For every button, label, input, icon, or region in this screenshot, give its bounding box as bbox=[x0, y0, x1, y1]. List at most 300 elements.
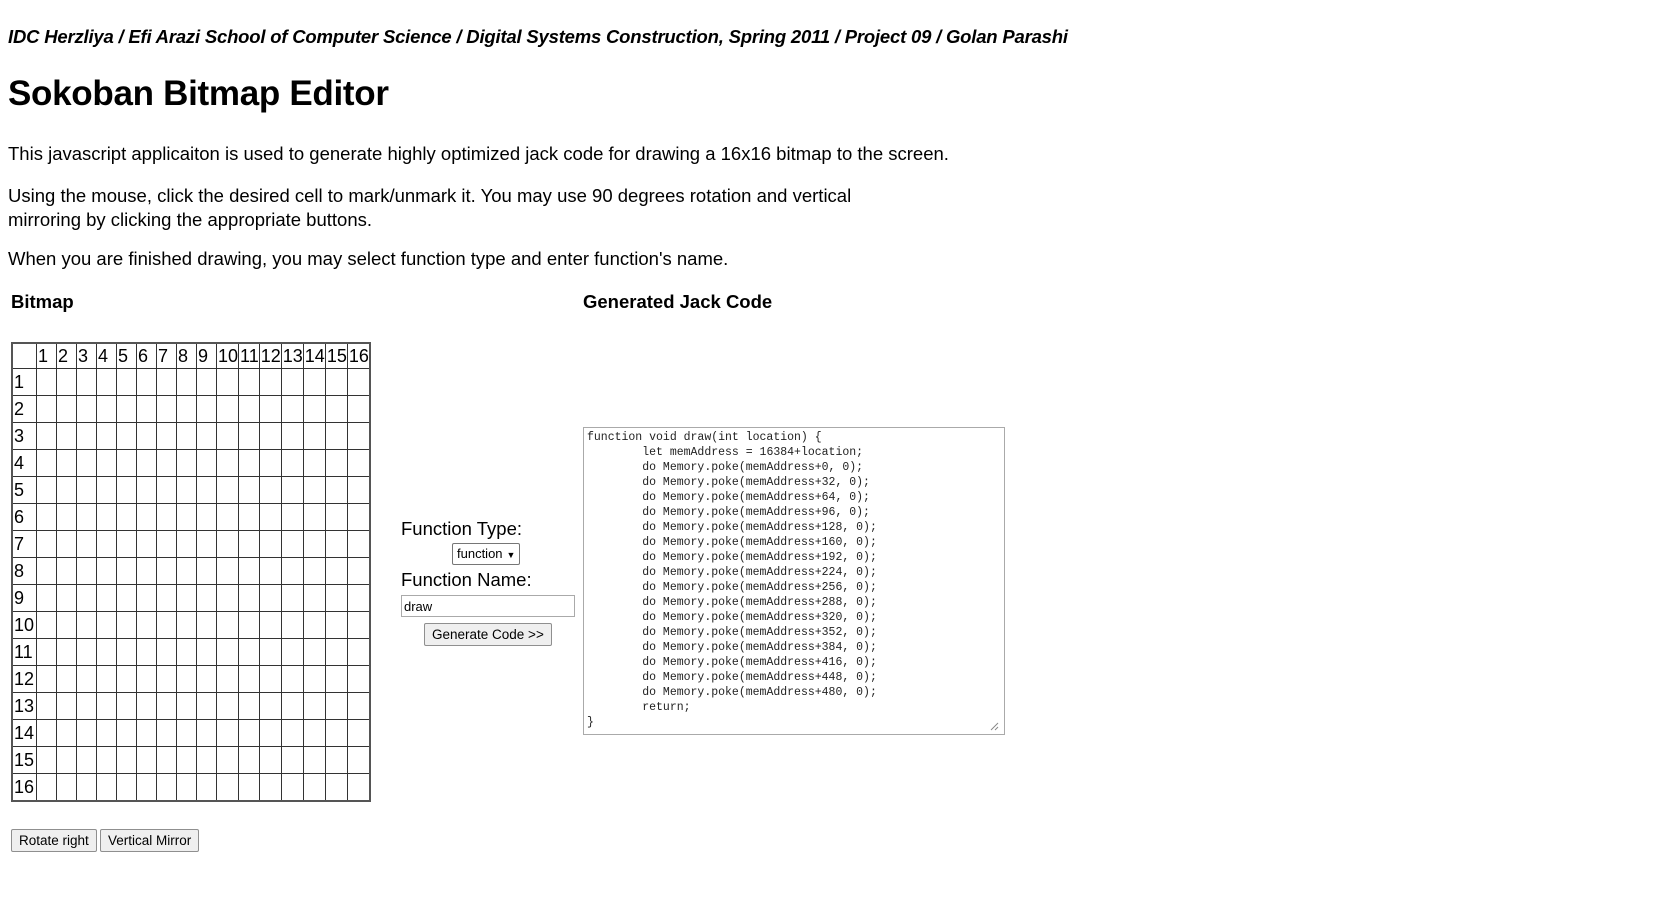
bitmap-cell[interactable] bbox=[157, 531, 177, 558]
bitmap-cell[interactable] bbox=[217, 720, 239, 747]
bitmap-cell[interactable] bbox=[217, 774, 239, 802]
bitmap-row-header: 7 bbox=[12, 531, 37, 558]
bitmap-cell[interactable] bbox=[239, 369, 260, 396]
bitmap-cell[interactable] bbox=[97, 774, 117, 802]
bitmap-cell[interactable] bbox=[77, 720, 97, 747]
bitmap-cell[interactable] bbox=[177, 720, 197, 747]
bitmap-cell[interactable] bbox=[239, 558, 260, 585]
bitmap-row bbox=[12, 585, 370, 612]
bitmap-cell[interactable] bbox=[77, 693, 97, 720]
bitmap-cell[interactable] bbox=[177, 477, 197, 504]
bitmap-row-header: 2 bbox=[12, 396, 37, 423]
bitmap-cell[interactable] bbox=[197, 666, 217, 693]
bitmap-cell[interactable] bbox=[347, 450, 370, 477]
bitmap-cell[interactable] bbox=[281, 720, 303, 747]
bitmap-row bbox=[12, 720, 370, 747]
bitmap-column-header: 4 bbox=[97, 343, 117, 369]
bitmap-cell[interactable] bbox=[137, 693, 157, 720]
bitmap-column-header: 8 bbox=[177, 343, 197, 369]
bitmap-cell[interactable] bbox=[281, 585, 303, 612]
bitmap-section-title: Bitmap bbox=[11, 291, 74, 312]
bitmap-cell[interactable] bbox=[37, 423, 57, 450]
bitmap-cell[interactable] bbox=[157, 639, 177, 666]
bitmap-row-header: 10 bbox=[12, 612, 37, 639]
bitmap-row-header: 1 bbox=[12, 369, 37, 396]
bitmap-cell[interactable] bbox=[217, 666, 239, 693]
bitmap-cell[interactable] bbox=[347, 774, 370, 802]
bitmap-cell[interactable] bbox=[77, 666, 97, 693]
bitmap-cell[interactable] bbox=[37, 666, 57, 693]
bitmap-cell[interactable] bbox=[217, 531, 239, 558]
bitmap-cell[interactable] bbox=[217, 396, 239, 423]
bitmap-cell[interactable] bbox=[217, 693, 239, 720]
bitmap-cell[interactable] bbox=[57, 720, 77, 747]
bitmap-row bbox=[12, 693, 370, 720]
bitmap-cell[interactable] bbox=[259, 369, 281, 396]
bitmap-cell[interactable] bbox=[157, 423, 177, 450]
bitmap-cell[interactable] bbox=[197, 396, 217, 423]
vertical-mirror-button[interactable]: Vertical Mirror bbox=[100, 829, 199, 852]
bitmap-cell[interactable] bbox=[281, 450, 303, 477]
bitmap-cell[interactable] bbox=[239, 531, 260, 558]
bitmap-cell[interactable] bbox=[347, 639, 370, 666]
bitmap-cell[interactable] bbox=[259, 423, 281, 450]
bitmap-cell[interactable] bbox=[303, 612, 325, 639]
bitmap-cell[interactable] bbox=[239, 774, 260, 802]
bitmap-cell[interactable] bbox=[177, 774, 197, 802]
bitmap-cell[interactable] bbox=[77, 774, 97, 802]
bitmap-cell[interactable] bbox=[259, 477, 281, 504]
bitmap-cell[interactable] bbox=[177, 558, 197, 585]
bitmap-cell[interactable] bbox=[347, 531, 370, 558]
bitmap-cell[interactable] bbox=[177, 531, 197, 558]
bitmap-cell[interactable] bbox=[77, 612, 97, 639]
bitmap-cell[interactable] bbox=[37, 612, 57, 639]
bitmap-row bbox=[12, 504, 370, 531]
bitmap-cell[interactable] bbox=[325, 612, 347, 639]
bitmap-cell[interactable] bbox=[97, 450, 117, 477]
function-type-select[interactable] bbox=[452, 543, 520, 565]
bitmap-cell[interactable] bbox=[157, 666, 177, 693]
bitmap-cell[interactable] bbox=[137, 450, 157, 477]
bitmap-cell[interactable] bbox=[97, 612, 117, 639]
bitmap-cell[interactable] bbox=[325, 423, 347, 450]
bitmap-cell[interactable] bbox=[303, 477, 325, 504]
bitmap-cell[interactable] bbox=[177, 585, 197, 612]
bitmap-cell[interactable] bbox=[325, 369, 347, 396]
bitmap-cell[interactable] bbox=[325, 666, 347, 693]
bitmap-cell[interactable] bbox=[157, 720, 177, 747]
bitmap-cell[interactable] bbox=[117, 774, 137, 802]
bitmap-column-header: 14 bbox=[303, 343, 325, 369]
bitmap-cell[interactable] bbox=[97, 720, 117, 747]
bitmap-cell[interactable] bbox=[197, 747, 217, 774]
bitmap-cell[interactable] bbox=[325, 747, 347, 774]
intro-paragraph: This javascript applicaiton is used to generate highly optimized jack code for drawing a 16x16 bitmap to the screen. bbox=[8, 143, 949, 164]
bitmap-cell[interactable] bbox=[177, 666, 197, 693]
bitmap-cell[interactable] bbox=[303, 504, 325, 531]
bitmap-cell[interactable] bbox=[303, 747, 325, 774]
bitmap-cell[interactable] bbox=[57, 693, 77, 720]
bitmap-cell[interactable] bbox=[137, 504, 157, 531]
bitmap-cell[interactable] bbox=[117, 666, 137, 693]
bitmap-cell[interactable] bbox=[217, 450, 239, 477]
bitmap-cell[interactable] bbox=[37, 747, 57, 774]
bitmap-cell[interactable] bbox=[57, 558, 77, 585]
bitmap-cell[interactable] bbox=[347, 747, 370, 774]
bitmap-cell[interactable] bbox=[259, 396, 281, 423]
bitmap-cell[interactable] bbox=[37, 477, 57, 504]
bitmap-row bbox=[12, 612, 370, 639]
bitmap-cell[interactable] bbox=[137, 666, 157, 693]
bitmap-cell[interactable] bbox=[157, 774, 177, 802]
bitmap-cell[interactable] bbox=[57, 585, 77, 612]
bitmap-cell[interactable] bbox=[303, 639, 325, 666]
bitmap-cell[interactable] bbox=[117, 477, 137, 504]
bitmap-row-header: 13 bbox=[12, 693, 37, 720]
bitmap-cell[interactable] bbox=[97, 558, 117, 585]
bitmap-cell[interactable] bbox=[197, 720, 217, 747]
bitmap-cell[interactable] bbox=[303, 774, 325, 802]
bitmap-cell[interactable] bbox=[281, 504, 303, 531]
bitmap-cell[interactable] bbox=[157, 504, 177, 531]
bitmap-cell[interactable] bbox=[137, 585, 157, 612]
bitmap-cell[interactable] bbox=[117, 423, 137, 450]
bitmap-cell[interactable] bbox=[239, 666, 260, 693]
bitmap-cell[interactable] bbox=[197, 774, 217, 802]
bitmap-cell[interactable] bbox=[37, 720, 57, 747]
bitmap-cell[interactable] bbox=[77, 477, 97, 504]
bitmap-cell[interactable] bbox=[281, 369, 303, 396]
bitmap-cell[interactable] bbox=[197, 585, 217, 612]
bitmap-cell[interactable] bbox=[347, 396, 370, 423]
bitmap-cell[interactable] bbox=[197, 558, 217, 585]
bitmap-cell[interactable] bbox=[281, 693, 303, 720]
bitmap-cell[interactable] bbox=[197, 369, 217, 396]
bitmap-cell[interactable] bbox=[217, 369, 239, 396]
bitmap-cell[interactable] bbox=[157, 477, 177, 504]
bitmap-cell[interactable] bbox=[137, 423, 157, 450]
bitmap-cell[interactable] bbox=[137, 558, 157, 585]
bitmap-cell[interactable] bbox=[97, 639, 117, 666]
bitmap-cell[interactable] bbox=[197, 477, 217, 504]
bitmap-cell[interactable] bbox=[37, 585, 57, 612]
bitmap-cell[interactable] bbox=[157, 369, 177, 396]
bitmap-cell[interactable] bbox=[97, 666, 117, 693]
bitmap-cell[interactable] bbox=[57, 747, 77, 774]
bitmap-cell[interactable] bbox=[281, 423, 303, 450]
bitmap-cell[interactable] bbox=[347, 369, 370, 396]
bitmap-row-header: 8 bbox=[12, 558, 37, 585]
bitmap-cell[interactable] bbox=[281, 396, 303, 423]
bitmap-cell[interactable] bbox=[117, 396, 137, 423]
bitmap-cell[interactable] bbox=[259, 774, 281, 802]
bitmap-cell[interactable] bbox=[117, 558, 137, 585]
bitmap-cell[interactable] bbox=[239, 747, 260, 774]
bitmap-cell[interactable] bbox=[239, 693, 260, 720]
bitmap-cell[interactable] bbox=[347, 558, 370, 585]
bitmap-cell[interactable] bbox=[303, 369, 325, 396]
bitmap-cell[interactable] bbox=[117, 639, 137, 666]
bitmap-column-header: 3 bbox=[77, 343, 97, 369]
bitmap-cell[interactable] bbox=[259, 693, 281, 720]
bitmap-cell[interactable] bbox=[37, 504, 57, 531]
bitmap-cell[interactable] bbox=[347, 423, 370, 450]
bitmap-row bbox=[12, 423, 370, 450]
bitmap-cell[interactable] bbox=[57, 450, 77, 477]
bitmap-cell[interactable] bbox=[177, 369, 197, 396]
bitmap-cell[interactable] bbox=[259, 558, 281, 585]
bitmap-cell[interactable] bbox=[77, 531, 97, 558]
bitmap-row bbox=[12, 747, 370, 774]
bitmap-cell[interactable] bbox=[197, 450, 217, 477]
bitmap-cell[interactable] bbox=[77, 639, 97, 666]
bitmap-cell[interactable] bbox=[259, 585, 281, 612]
bitmap-cell[interactable] bbox=[217, 639, 239, 666]
bitmap-cell[interactable] bbox=[347, 693, 370, 720]
bitmap-cell[interactable] bbox=[217, 504, 239, 531]
bitmap-cell[interactable] bbox=[157, 396, 177, 423]
bitmap-grid bbox=[11, 342, 371, 802]
rotate-right-button[interactable]: Rotate right bbox=[11, 829, 97, 852]
bitmap-cell[interactable] bbox=[137, 720, 157, 747]
bitmap-cell[interactable] bbox=[259, 531, 281, 558]
generate-code-button[interactable]: Generate Code >> bbox=[424, 623, 552, 646]
bitmap-cell[interactable] bbox=[117, 612, 137, 639]
bitmap-cell[interactable] bbox=[325, 477, 347, 504]
bitmap-cell[interactable] bbox=[97, 747, 117, 774]
bitmap-cell[interactable] bbox=[281, 477, 303, 504]
bitmap-cell[interactable] bbox=[239, 477, 260, 504]
bitmap-cell[interactable] bbox=[259, 747, 281, 774]
bitmap-cell[interactable] bbox=[239, 396, 260, 423]
bitmap-cell[interactable] bbox=[37, 531, 57, 558]
bitmap-cell[interactable] bbox=[325, 558, 347, 585]
bitmap-cell[interactable] bbox=[197, 423, 217, 450]
bitmap-corner-cell bbox=[12, 343, 37, 369]
bitmap-cell[interactable] bbox=[77, 585, 97, 612]
bitmap-cell[interactable] bbox=[281, 558, 303, 585]
bitmap-cell[interactable] bbox=[37, 774, 57, 802]
bitmap-row bbox=[12, 639, 370, 666]
bitmap-cell[interactable] bbox=[281, 774, 303, 802]
bitmap-cell[interactable] bbox=[97, 693, 117, 720]
bitmap-cell[interactable] bbox=[177, 450, 197, 477]
bitmap-row-header: 5 bbox=[12, 477, 37, 504]
bitmap-cell[interactable] bbox=[137, 531, 157, 558]
bitmap-cell[interactable] bbox=[325, 396, 347, 423]
bitmap-cell[interactable] bbox=[303, 558, 325, 585]
bitmap-cell[interactable] bbox=[77, 450, 97, 477]
bitmap-cell[interactable] bbox=[197, 693, 217, 720]
bitmap-cell[interactable] bbox=[325, 693, 347, 720]
bitmap-cell[interactable] bbox=[37, 396, 57, 423]
bitmap-cell[interactable] bbox=[97, 531, 117, 558]
finish-paragraph: When you are finished drawing, you may select function type and enter function's name. bbox=[8, 248, 729, 269]
bitmap-cell[interactable] bbox=[137, 774, 157, 802]
bitmap-cell[interactable] bbox=[37, 693, 57, 720]
bitmap-cell[interactable] bbox=[177, 504, 197, 531]
chevron-down-icon: ▼ bbox=[506, 549, 516, 560]
bitmap-cell[interactable] bbox=[157, 612, 177, 639]
bitmap-cell[interactable] bbox=[157, 693, 177, 720]
bitmap-column-header: 12 bbox=[259, 343, 281, 369]
bitmap-cell[interactable] bbox=[259, 612, 281, 639]
bitmap-cell[interactable] bbox=[57, 612, 77, 639]
bitmap-cell[interactable] bbox=[137, 639, 157, 666]
bitmap-cell[interactable] bbox=[97, 504, 117, 531]
generated-code-textarea[interactable]: function void draw(int location) { let memAddress = 16384+location; do Memory.poke(memAddress+0, 0); do Memory.poke(memAddress+32, 0); do Memory.poke(memAddress+64, 0); do Memory.poke(memAddress+96, 0); do Memory.poke(memAddress+128, 0); do Memory.poke(memAddress+160, 0); do Memory.poke(memAddress+192, 0); do Memory.poke(memAddress+224, 0); do Memory.poke(memAddress+256, 0); do Memory.poke(memAddress+288, 0); do Memory.poke(memAddress+320, 0); do Memory.poke(memAddress+352, 0); do Memory.poke(memAddress+384, 0); do Memory.poke(memAddress+416, 0); do Memory.poke(memAddress+448, 0); do Memory.poke(memAddress+480, 0); return; } bbox=[583, 427, 1005, 735]
bitmap-cell[interactable] bbox=[117, 585, 137, 612]
bitmap-cell[interactable] bbox=[77, 747, 97, 774]
bitmap-column-header: 15 bbox=[325, 343, 347, 369]
bitmap-cell[interactable] bbox=[239, 612, 260, 639]
bitmap-cell[interactable] bbox=[217, 585, 239, 612]
bitmap-cell[interactable] bbox=[281, 666, 303, 693]
bitmap-cell[interactable] bbox=[325, 531, 347, 558]
bitmap-row-header: 16 bbox=[12, 774, 37, 802]
bitmap-cell[interactable] bbox=[239, 720, 260, 747]
bitmap-cell[interactable] bbox=[117, 504, 137, 531]
bitmap-cell[interactable] bbox=[177, 612, 197, 639]
bitmap-cell[interactable] bbox=[97, 477, 117, 504]
bitmap-cell[interactable] bbox=[303, 531, 325, 558]
bitmap-cell[interactable] bbox=[347, 612, 370, 639]
bitmap-cell[interactable] bbox=[259, 666, 281, 693]
bitmap-cell[interactable] bbox=[259, 504, 281, 531]
bitmap-cell[interactable] bbox=[37, 450, 57, 477]
bitmap-row bbox=[12, 477, 370, 504]
bitmap-cell[interactable] bbox=[37, 639, 57, 666]
bitmap-cell[interactable] bbox=[303, 720, 325, 747]
bitmap-cell[interactable] bbox=[217, 747, 239, 774]
bitmap-cell[interactable] bbox=[325, 585, 347, 612]
bitmap-cell[interactable] bbox=[259, 720, 281, 747]
bitmap-cell[interactable] bbox=[77, 558, 97, 585]
bitmap-cell[interactable] bbox=[325, 639, 347, 666]
bitmap-cell[interactable] bbox=[77, 396, 97, 423]
bitmap-cell[interactable] bbox=[281, 612, 303, 639]
bitmap-cell[interactable] bbox=[177, 639, 197, 666]
bitmap-column-header: 11 bbox=[239, 343, 260, 369]
bitmap-cell[interactable] bbox=[239, 585, 260, 612]
bitmap-cell[interactable] bbox=[197, 612, 217, 639]
bitmap-cell[interactable] bbox=[239, 450, 260, 477]
bitmap-cell[interactable] bbox=[197, 504, 217, 531]
bitmap-column-header-row bbox=[12, 343, 370, 369]
bitmap-cell[interactable] bbox=[137, 396, 157, 423]
bitmap-cell[interactable] bbox=[347, 477, 370, 504]
bitmap-cell[interactable] bbox=[57, 423, 77, 450]
bitmap-cell[interactable] bbox=[303, 450, 325, 477]
bitmap-cell[interactable] bbox=[197, 531, 217, 558]
bitmap-cell[interactable] bbox=[217, 612, 239, 639]
bitmap-cell[interactable] bbox=[347, 585, 370, 612]
bitmap-column-header: 7 bbox=[157, 343, 177, 369]
bitmap-cell[interactable] bbox=[57, 531, 77, 558]
function-name-label: Function Name: bbox=[401, 569, 532, 590]
bitmap-cell[interactable] bbox=[177, 693, 197, 720]
bitmap-cell[interactable] bbox=[157, 747, 177, 774]
bitmap-row-header: 11 bbox=[12, 639, 37, 666]
bitmap-cell[interactable] bbox=[281, 639, 303, 666]
bitmap-cell[interactable] bbox=[57, 666, 77, 693]
bitmap-cell[interactable] bbox=[197, 639, 217, 666]
bitmap-cell[interactable] bbox=[239, 639, 260, 666]
bitmap-cell[interactable] bbox=[217, 477, 239, 504]
bitmap-cell[interactable] bbox=[97, 423, 117, 450]
bitmap-cell[interactable] bbox=[325, 504, 347, 531]
bitmap-cell[interactable] bbox=[117, 369, 137, 396]
bitmap-cell[interactable] bbox=[239, 504, 260, 531]
function-name-input[interactable] bbox=[401, 595, 575, 617]
bitmap-cell[interactable] bbox=[57, 504, 77, 531]
bitmap-cell[interactable] bbox=[57, 774, 77, 802]
bitmap-cell[interactable] bbox=[137, 747, 157, 774]
bitmap-cell[interactable] bbox=[239, 423, 260, 450]
bitmap-cell[interactable] bbox=[303, 396, 325, 423]
bitmap-cell[interactable] bbox=[157, 558, 177, 585]
bitmap-cell[interactable] bbox=[347, 720, 370, 747]
bitmap-cell[interactable] bbox=[281, 531, 303, 558]
bitmap-column-header: 1 bbox=[37, 343, 57, 369]
bitmap-cell[interactable] bbox=[37, 558, 57, 585]
bitmap-cell[interactable] bbox=[37, 369, 57, 396]
bitmap-cell[interactable] bbox=[303, 666, 325, 693]
bitmap-cell[interactable] bbox=[325, 720, 347, 747]
bitmap-cell[interactable] bbox=[347, 666, 370, 693]
bitmap-cell[interactable] bbox=[177, 396, 197, 423]
bitmap-cell[interactable] bbox=[77, 369, 97, 396]
bitmap-cell[interactable] bbox=[57, 369, 77, 396]
course-breadcrumb: IDC Herzliya / Efi Arazi School of Computer Science / Digital Systems Construction, Spring 2011 / Project 09 / Golan Parashi bbox=[8, 26, 1068, 47]
bitmap-cell[interactable] bbox=[303, 693, 325, 720]
bitmap-cell[interactable] bbox=[117, 747, 137, 774]
bitmap-cell[interactable] bbox=[325, 450, 347, 477]
bitmap-cell[interactable] bbox=[117, 450, 137, 477]
bitmap-cell[interactable] bbox=[137, 612, 157, 639]
bitmap-cell[interactable] bbox=[77, 504, 97, 531]
bitmap-cell[interactable] bbox=[325, 774, 347, 802]
bitmap-cell[interactable] bbox=[259, 639, 281, 666]
bitmap-cell[interactable] bbox=[347, 504, 370, 531]
bitmap-cell[interactable] bbox=[177, 423, 197, 450]
bitmap-cell[interactable] bbox=[57, 477, 77, 504]
bitmap-cell[interactable] bbox=[177, 747, 197, 774]
bitmap-cell[interactable] bbox=[217, 558, 239, 585]
bitmap-cell[interactable] bbox=[259, 450, 281, 477]
bitmap-cell[interactable] bbox=[97, 396, 117, 423]
bitmap-cell[interactable] bbox=[137, 369, 157, 396]
bitmap-cell[interactable] bbox=[117, 693, 137, 720]
bitmap-cell[interactable] bbox=[57, 396, 77, 423]
bitmap-cell[interactable] bbox=[157, 585, 177, 612]
bitmap-cell[interactable] bbox=[77, 423, 97, 450]
bitmap-cell[interactable] bbox=[217, 423, 239, 450]
bitmap-column-header: 9 bbox=[197, 343, 217, 369]
bitmap-cell[interactable] bbox=[117, 720, 137, 747]
bitmap-cell[interactable] bbox=[97, 369, 117, 396]
bitmap-cell[interactable] bbox=[281, 747, 303, 774]
bitmap-cell[interactable] bbox=[57, 639, 77, 666]
bitmap-cell[interactable] bbox=[117, 531, 137, 558]
bitmap-cell[interactable] bbox=[303, 423, 325, 450]
bitmap-row bbox=[12, 666, 370, 693]
bitmap-cell[interactable] bbox=[157, 450, 177, 477]
bitmap-cell[interactable] bbox=[97, 585, 117, 612]
bitmap-cell[interactable] bbox=[303, 585, 325, 612]
bitmap-cell[interactable] bbox=[137, 477, 157, 504]
